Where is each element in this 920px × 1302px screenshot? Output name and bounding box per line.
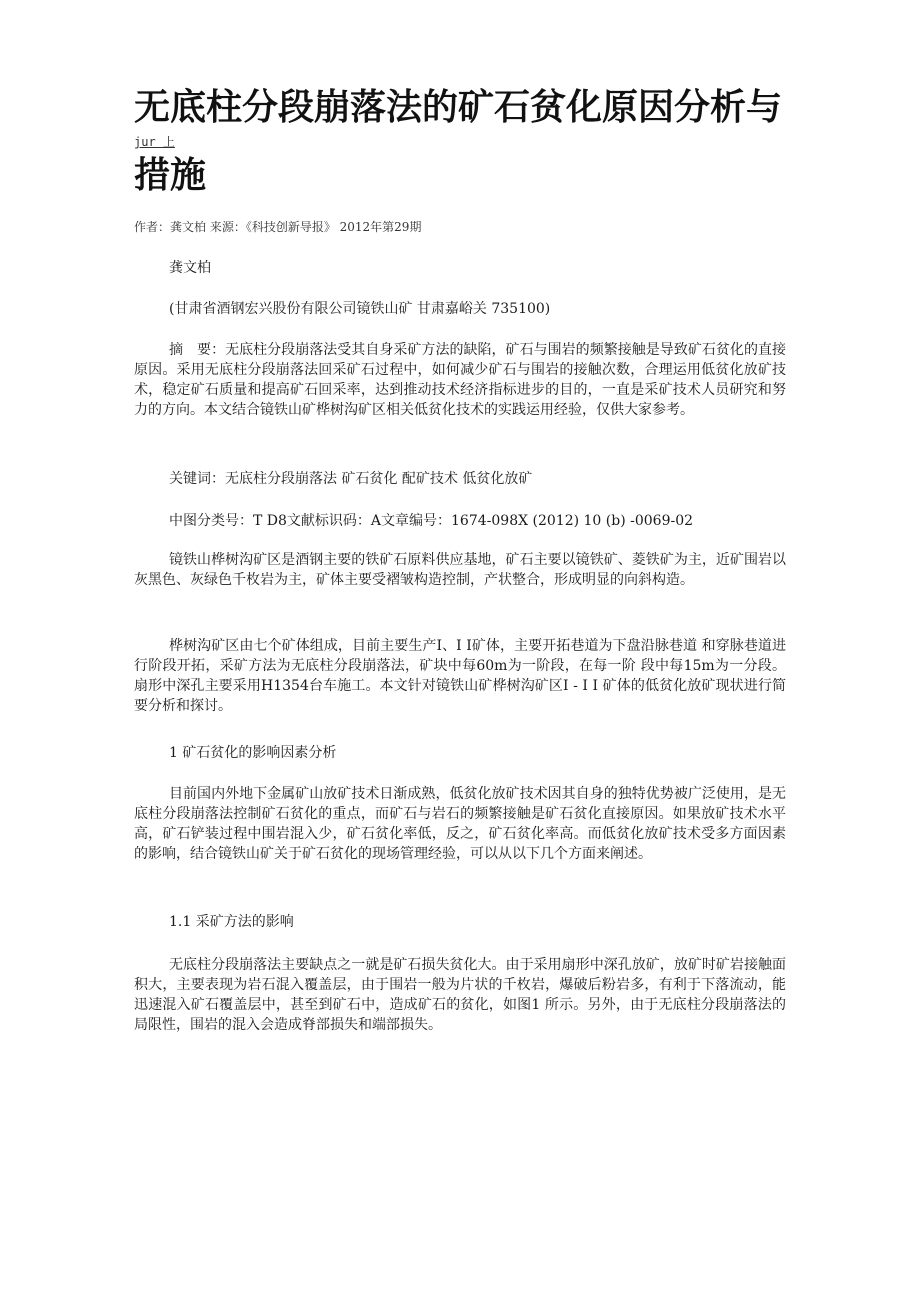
section-heading-1: 1 矿石贫化的影响因素分析 <box>169 745 337 761</box>
classification-line: 中图分类号：T D8文献标识码：A文章编号：1674-098X (2012) 10 (b) -0069-02 <box>169 513 694 529</box>
body-paragraph-2: 桦树沟矿区由七个矿体组成，目前主要生产I、I I矿体，主要开拓巷道为下盘沿脉巷道 和穿脉巷道进行阶段开拓，采矿方法为无底柱分段崩落法，矿块中每60m为一阶段，在每一阶 段中每15m为一分段。扇形中深孔主要采用H1354台车施工。本文针对镜铁山矿桦树沟矿区I - I I 矿体的低贫化放矿现状进行简要分析和探讨。 <box>134 638 786 714</box>
article-title-line-2: 措施 <box>134 155 207 196</box>
section-heading-1-1: 1.1 采矿方法的影响 <box>169 914 294 930</box>
keywords-line: 关键词：无底柱分段崩落法 矿石贫化 配矿技术 低贫化放矿 <box>169 471 533 487</box>
section-1-1-paragraph: 无底柱分段崩落法主要缺点之一就是矿石损失贫化大。由于采用扇形中深孔放矿，放矿时矿岩接触面积大，主要表现为岩石混入覆盖层，由于围岩一般为片状的千枚岩，爆破后粉岩多，有利于下落流动，能迅速混入矿石覆盖层中，甚至到矿石中，造成矿石的贫化，如图1 所示。另外，由于无底柱分段崩落法的局限性，围岩的混入会造成脊部损失和端部损失。 <box>134 957 786 1033</box>
article-byline: 作者：龚文柏 来源：《科技创新导报》 2012年第29期 <box>134 220 422 234</box>
section-1-paragraph: 目前国内外地下金属矿山放矿技术日渐成熟，低贫化放矿技术因其自身的独特优势被广泛使用，是无底柱分段崩落法控制矿石贫化的重点，而矿石与岩石的频繁接触是矿石贫化直接原因。如果放矿技术水平高，矿石铲装过程中围岩混入少，矿石贫化率低，反之，矿石贫化率高。而低贫化放矿技术受多方面因素的影响，结合镜铁山矿关于矿石贫化的现场管理经验，可以从以下几个方面来阐述。 <box>134 786 786 862</box>
author-name: 龚文柏 <box>169 260 211 276</box>
title-ocr-fragment: jur 上 <box>134 135 175 149</box>
author-affiliation: (甘肃省酒钢宏兴股份有限公司镜铁山矿 甘肃嘉峪关 735100) <box>169 301 551 317</box>
article-title-line-1: 无底柱分段崩落法的矿石贫化原因分析与 <box>134 87 783 128</box>
abstract-paragraph: 摘 要：无底柱分段崩落法受其自身采矿方法的缺陷，矿石与围岩的频繁接触是导致矿石贫化的直接原因。采用无底柱分段崩落法回采矿石过程中，如何减少矿石与围岩的接触次数，合理运用低贫化放矿技术，稳定矿石质量和提高矿石回采率，达到推动技术经济指标进步的目的，一直是采矿技术人员研究和努力的方向。本文结合镜铁山矿桦树沟矿区相关低贫化技术的实践运用经验，仅供大家参考。 <box>134 342 786 418</box>
body-paragraph-1: 镜铁山桦树沟矿区是酒钢主要的铁矿石原料供应基地，矿石主要以镜铁矿、菱铁矿为主，近矿围岩以灰黑色、灰绿色千枚岩为主，矿体主要受褶皱构造控制，产状整合，形成明显的向斜构造。 <box>134 552 786 588</box>
